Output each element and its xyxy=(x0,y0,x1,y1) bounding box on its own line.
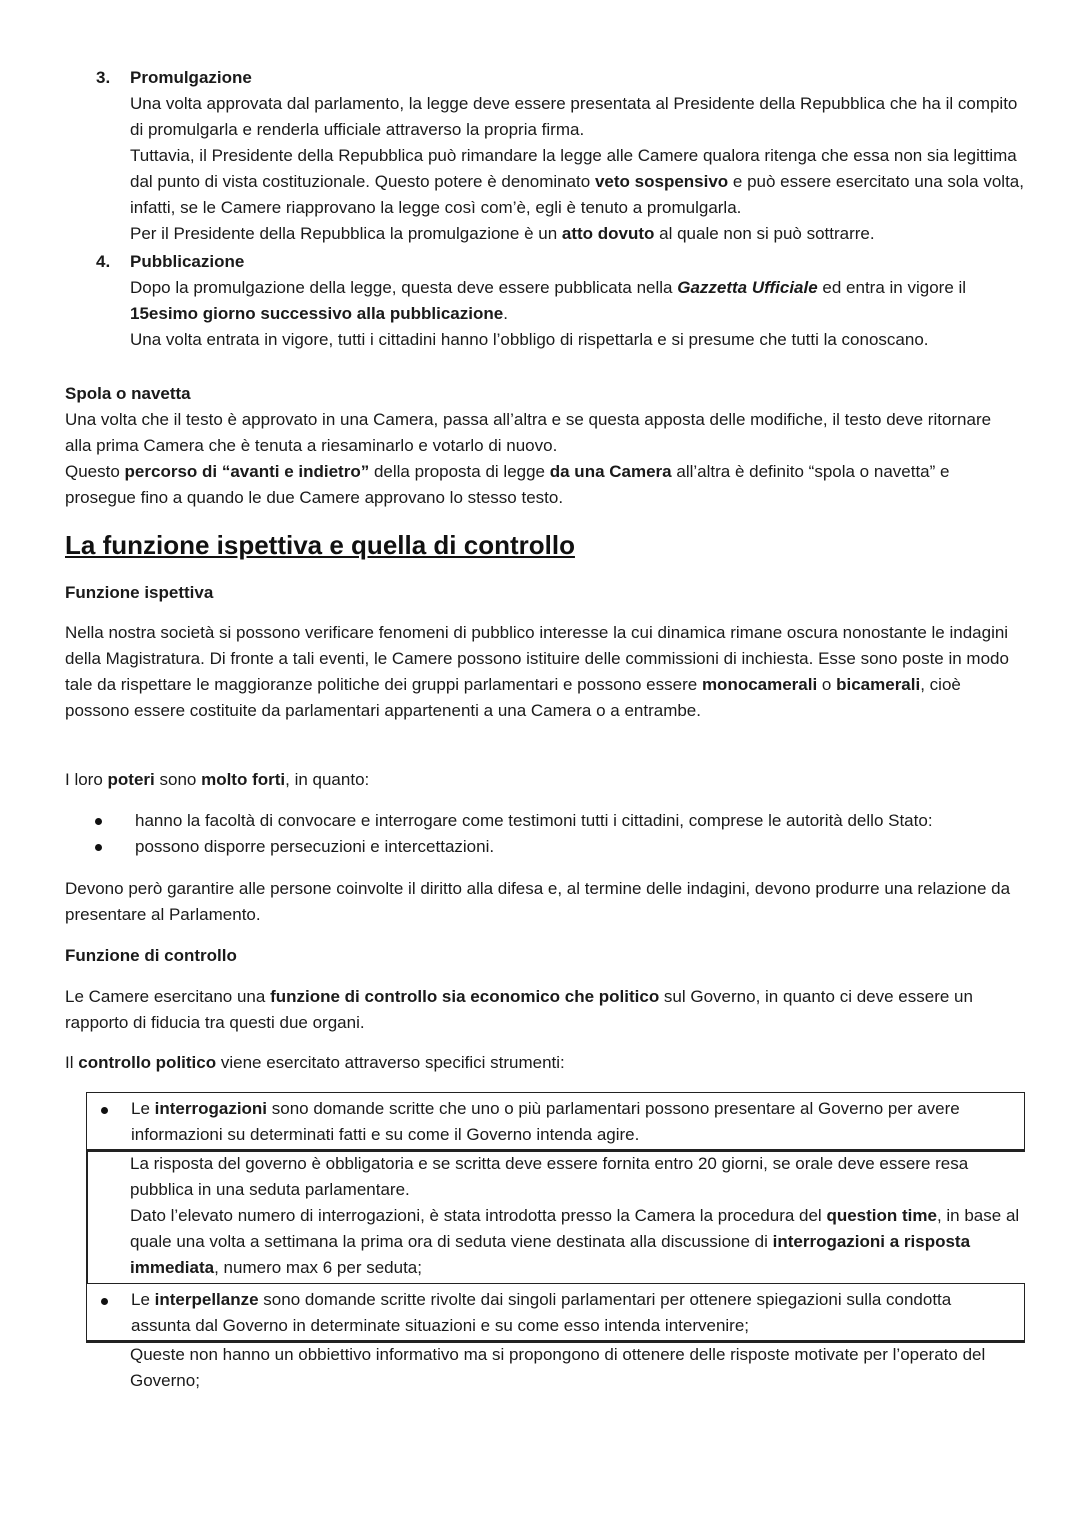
step-number: 3. xyxy=(96,68,111,87)
ispettiva-paragraph: I loro poteri sono molto forti, in quanto: xyxy=(65,770,370,789)
interpellanze-detail: Queste non hanno un obbiettivo informativo ma si propongono di ottenere delle risposte motivate per l’operato del Governo; xyxy=(130,1345,986,1390)
bullet-icon xyxy=(95,844,102,851)
controllo-heading: Funzione di controllo xyxy=(65,946,237,965)
step-number: 4. xyxy=(96,252,111,271)
step-paragraph: Tuttavia, il Presidente della Repubblica può rimandare la legge alle Camere qualora ritenga che essa non sia legittima dal punto di vista costituzionale. Questo potere è denominato veto sospensivo e può essere esercitato una sola volta, infatti, se le Camere riapprovano la legge così com’è, egli è tenuto a promulgarla. xyxy=(130,146,1024,217)
bullet-icon xyxy=(101,1107,108,1114)
step-paragraph: Una volta approvata dal parlamento, la legge deve essere presentata al Presidente della Repubblica che ha il compito di promulgarla e renderla ufficiale attraverso la propria firma. xyxy=(130,94,1018,139)
spola-paragraph: Una volta che il testo è approvato in una Camera, passa all’altra e se questa apposta delle modifiche, il testo deve ritornare alla prima Camera che è tenuta a riesaminarlo e votarlo di nuovo. xyxy=(65,410,992,455)
interpellanze-box: Le interpellanze sono domande scritte rivolte dai singoli parlamentari per ottenere spiegazioni sulla condotta assunta dal Governo in determinate situazioni e su come esso intenda intervenire; xyxy=(86,1283,1025,1341)
controllo-paragraph: Le Camere esercitano una funzione di controllo sia economico che politico sul Governo, in quanto ci deve essere un rapporto di fiducia tra questi due organi. xyxy=(65,987,973,1032)
frame-line xyxy=(86,1150,88,1284)
spola-heading: Spola o navetta xyxy=(65,384,191,403)
step-paragraph: Una volta entrata in vigore, tutti i cittadini hanno l’obbligo di rispettarla e si presume che tutti la conoscano. xyxy=(130,330,929,349)
interrogazioni-detail: La risposta del governo è obbligatoria e se scritta deve essere fornita entro 20 giorni, se orale deve essere resa pubblica in una seduta parlamentare. xyxy=(130,1154,969,1199)
section-title: La funzione ispettiva e quella di controllo xyxy=(65,530,575,560)
step-paragraph: Dopo la promulgazione della legge, questa deve essere pubblicata nella Gazzetta Ufficiale ed entra in vigore il 15esimo giorno successivo alla pubblicazione. xyxy=(130,278,967,323)
frame-line xyxy=(86,1341,1025,1343)
interrogazioni-box: Le interrogazioni sono domande scritte che uno o più parlamentari possono presentare al Governo per avere informazioni su determinati fatti e su come il Governo intenda agire. xyxy=(86,1092,1025,1150)
ispettiva-paragraph: Nella nostra società si possono verificare fenomeni di pubblico interesse la cui dinamica rimane oscura nonostante le indagini della Magistratura. Di fronte a tali eventi, le Camere possono istituire delle commissioni di inchiesta. Esse sono poste in modo tale da rispettare le maggioranze politiche dei gruppi parlamentari e possono essere monocamerali o bicamerali, cioè possono essere costituite da parlamentari appartenenti a una Camera o a entrambe. xyxy=(65,623,1009,720)
document-page: 3. Promulgazione Una volta approvata dal parlamento, la legge deve essere presentata al Presidente della Repubblica che ha il compito di promulgarla e renderla ufficiale attraverso la propria firma. Tuttavia, il Presidente della Repubblica può rimandare la legge alle Camere qualora ritenga che essa non sia legittima dal punto di vista costituzionale. Questo potere è denominato veto sospensivo e può essere esercitato una sola volta, infatti, se le Camere riapprovano la legge così com’è, egli è tenuto a promulgarla. Per il Presidente della Repubblica la promulgazione è un atto dovuto al quale non si può sottrarre. 4. Pubblicazione Dopo la promulgazione della legge, questa deve essere pubblicata nella Gazzetta Ufficiale ed entra in vigore il 15esimo giorno successivo alla pubblicazione. Una volta entrata in vigore, tutti i cittadini hanno l’obbligo di rispettarla e si presume che tutti la conoscano. Spola o navetta Una volta che il testo è approvato in una Camera, passa all’altra e se questa apposta delle modifiche, il testo deve ritornare alla prima Camera che è tenuta a riesaminarlo e votarlo di nuovo. Questo percorso di “avanti e indietro” della proposta di legge da una Camera all’altra è definito “spola o navetta” e prosegue fino a quando le due Camere approvano lo stesso testo. La funzione ispettiva e quella di controllo Funzione ispettiva Nella nostra società si possono verificare fenomeni di pubblico interesse la cui dinamica rimane oscura nonostante le indagini della Magistratura. Di fronte a tali eventi, le Camere possono istituire delle commissioni di inchiesta. Esse sono poste in modo tale da rispettare le maggioranze politiche dei gruppi parlamentari e possono essere monocamerali o bicamerali, cioè possono essere costituite da parlamentari appartenenti a una Camera o a entrambe. I loro poteri sono molto forti, in quanto: hanno la facoltà di convocare e interrogare come testimoni tutti i cittadini, comprese le autorità dello Stato: possono disporre persecuzioni e intercettazioni. Devono però garantire alle persone coinvolte il diritto alla difesa e, al termine delle indagini, devono produrre una relazione da presentare al Parlamento. Funzione di controllo Le Camere esercitano una funzione di controllo sia economico che politico sul Governo, in quanto ci deve essere un rapporto di fiducia tra questi due organi. Il controllo politico viene esercitato attraverso specifici strumenti: Le interrogazioni sono domande scritte che uno o più parlamentari possono presentare al Governo per avere informazioni su determinati fatti e su come il Governo intenda agire. La risposta del governo è obbligatoria e se scritta deve essere fornita entro 20 giorni, se orale deve essere resa pubblica in una seduta parlamentare. Dato l’elevato numero di interrogazioni, è stata introdotta presso la Camera la procedura del question time, in base al quale una volta a settimana la prima ora di seduta viene destinata alla discussione di interrogazioni a risposta immediata, numero max 6 per seduta; Le interpellanze sono domande scritte rivolte dai singoli parlamentari per ottenere spiegazioni sulla condotta assunta dal Governo in determinate situazioni e su come esso intenda intervenire; Queste non hanno un obbiettivo informativo ma si propongono di ottenere delle risposte motivate per l’operato del Governo; xyxy=(0,0,1080,1527)
interrogazioni-detail: Dato l’elevato numero di interrogazioni, è stata introdotta presso la Camera la procedura del question time, in base al quale una volta a settimana la prima ora di seduta viene destinata alla discussione di interrogazioni a risposta immediata, numero max 6 per seduta; xyxy=(130,1206,1020,1277)
spola-paragraph: Questo percorso di “avanti e indietro” della proposta di legge da una Camera all’altra è definito “spola o navetta” e prosegue fino a quando le due Camere approvano lo stesso testo. xyxy=(65,462,950,507)
step-title: Promulgazione xyxy=(130,68,252,87)
frame-line xyxy=(86,1150,1025,1152)
bullet-icon xyxy=(101,1298,108,1305)
controllo-paragraph: Il controllo politico viene esercitato attraverso specifici strumenti: xyxy=(65,1053,565,1072)
step-paragraph: Per il Presidente della Repubblica la promulgazione è un atto dovuto al quale non si può sottrarre. xyxy=(130,224,875,243)
step-title: Pubblicazione xyxy=(130,252,245,271)
ispettiva-heading: Funzione ispettiva xyxy=(65,583,214,602)
bullet-icon xyxy=(95,818,102,825)
ispettiva-paragraph: Devono però garantire alle persone coinvolte il diritto alla difesa e, al termine delle indagini, devono produrre una relazione da presentare al Parlamento. xyxy=(65,879,1011,924)
